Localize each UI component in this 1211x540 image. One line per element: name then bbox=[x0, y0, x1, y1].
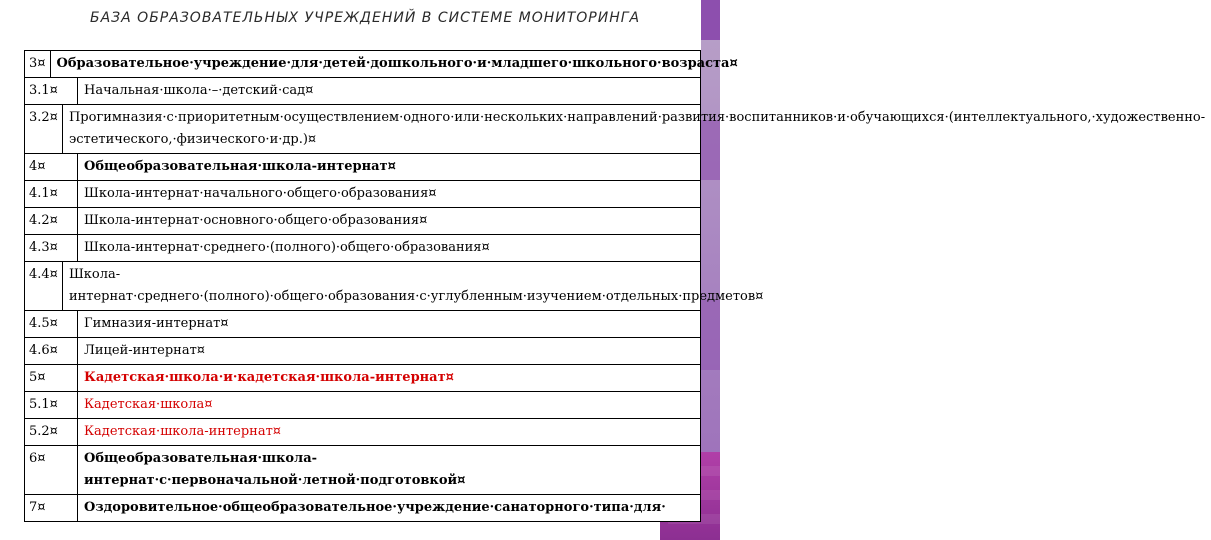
row-text: Кадетская·школа¤ bbox=[84, 397, 213, 412]
row-text: Начальная·школа·–·детский·сад¤ bbox=[84, 83, 314, 98]
row-number: 3.2¤ bbox=[25, 105, 63, 153]
row-text: Общеобразовательная·школа-интернат¤ bbox=[84, 159, 396, 174]
table-row bbox=[25, 51, 738, 78]
row-number: 5¤ bbox=[25, 365, 78, 391]
row-number: 7¤ bbox=[25, 495, 78, 521]
row-text: Школа-интернат·среднего·(полного)·общего·образования¤ bbox=[84, 240, 490, 255]
table-row bbox=[25, 105, 1206, 154]
table-row bbox=[25, 365, 700, 392]
row-text: Гимназия-интернат¤ bbox=[84, 316, 229, 331]
row-text: Прогимназия·с·приоритетным·осуществлением·одного·или·нескольких·направлений·развития·воспитанников·и·обучающихся·(интеллектуального,·художественно-эстетического,·физического·и·др.)¤ bbox=[68, 110, 1206, 147]
row-text: Образовательное·учреждение·для·детей·дошкольного·и·младшего·школьного·возраста¤ bbox=[56, 56, 738, 71]
table-row bbox=[25, 262, 764, 311]
row-number: 4.3¤ bbox=[25, 235, 78, 261]
table-row bbox=[25, 495, 700, 522]
row-number: 3¤ bbox=[25, 51, 51, 77]
row-text: Лицей-интернат¤ bbox=[84, 343, 206, 358]
row-number: 5.2¤ bbox=[25, 419, 78, 445]
table-row bbox=[25, 446, 700, 495]
row-number: 4.5¤ bbox=[25, 311, 78, 337]
table-row bbox=[25, 181, 700, 208]
row-number: 5.1¤ bbox=[25, 392, 78, 418]
table-row bbox=[25, 419, 700, 446]
row-number: 4.4¤ bbox=[25, 262, 63, 310]
table-row bbox=[25, 78, 700, 105]
row-number: 3.1¤ bbox=[25, 78, 78, 104]
row-text: Школа-интернат·начального·общего·образования¤ bbox=[84, 186, 437, 201]
row-text: Оздоровительное·общеобразовательное·учреждение·санаторного·типа·для· bbox=[84, 500, 666, 515]
table-row bbox=[25, 392, 700, 419]
page-title: БАЗА ОБРАЗОВАТЕЛЬНЫХ УЧРЕЖДЕНИЙ В СИСТЕМЕ МОНИТОРИНГА bbox=[90, 10, 641, 26]
row-number: 4.1¤ bbox=[25, 181, 78, 207]
table-row bbox=[25, 235, 700, 262]
table-row bbox=[25, 311, 700, 338]
table-row bbox=[25, 338, 700, 365]
row-number: 4¤ bbox=[25, 154, 78, 180]
table-row bbox=[25, 154, 700, 181]
institutions-table bbox=[24, 50, 1206, 522]
row-number: 4.2¤ bbox=[25, 208, 78, 234]
side-band-block bbox=[701, 0, 720, 40]
row-text: Кадетская·школа·и·кадетская·школа-интернат¤ bbox=[84, 370, 454, 385]
row-text: Школа-интернат·основного·общего·образования¤ bbox=[84, 213, 428, 228]
table-row bbox=[25, 208, 700, 235]
row-text: Кадетская·школа-интернат¤ bbox=[84, 424, 282, 439]
row-text: Общеобразовательная·школа-интернат·с·первоначальной·летной·подготовкой¤ bbox=[84, 451, 466, 488]
row-number: 6¤ bbox=[25, 446, 78, 494]
row-number: 4.6¤ bbox=[25, 338, 78, 364]
side-band-block bbox=[701, 300, 720, 370]
row-text: Школа-интернат·среднего·(полного)·общего·образования·с·углубленным·изучением·отдельных·предметов¤ bbox=[68, 267, 764, 304]
